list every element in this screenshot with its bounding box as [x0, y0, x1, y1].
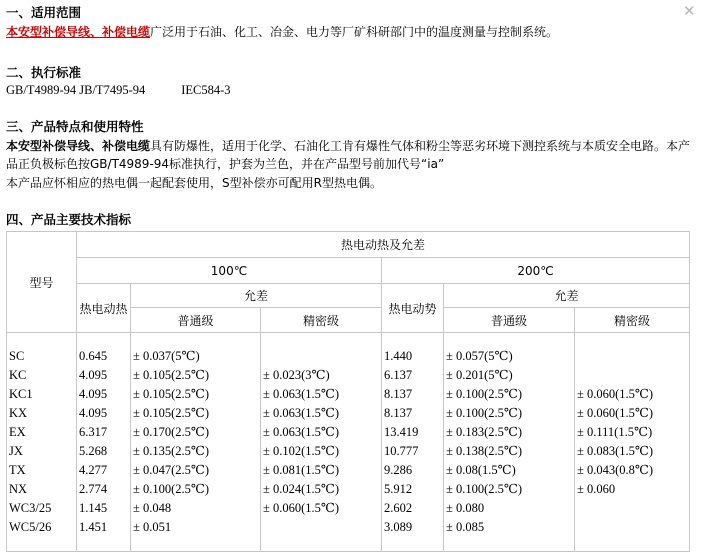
- table-cell: ± 0.135(2.5℃): [133, 444, 210, 458]
- section1-text: [6, 25, 558, 39]
- spec-table: [6, 231, 690, 552]
- table-cell: 2.602: [384, 501, 413, 515]
- table-cell: ± 0.060(1.5℃): [263, 501, 340, 515]
- table-cell: 8.137: [384, 406, 413, 420]
- header-100c: 100℃: [77, 258, 382, 284]
- table-cell: ± 0.105(2.5℃): [133, 368, 210, 382]
- emf-100-column: [77, 333, 131, 552]
- section2-heading: 二、执行标准: [6, 65, 82, 80]
- table-cell: ± 0.063(1.5℃): [263, 425, 340, 439]
- header-200c: 200℃: [382, 258, 690, 284]
- table-cell: ± 0.08(1.5℃): [446, 463, 516, 477]
- table-cell: ± 0.060: [577, 482, 616, 496]
- standard-iec: IEC584-3: [181, 83, 231, 97]
- header-model: 型号: [7, 232, 77, 333]
- table-cell: ± 0.105(2.5℃): [133, 406, 210, 420]
- table-cell: ± 0.138(2.5℃): [446, 444, 523, 458]
- table-cell: WC3/25: [9, 501, 52, 515]
- table-cell: 5.912: [384, 482, 413, 496]
- table-cell: 1.145: [79, 501, 108, 515]
- table-cell: KC: [9, 368, 27, 382]
- normal-100-column: [131, 333, 261, 552]
- header-tolerance-100: 允差: [131, 284, 382, 308]
- table-cell: 4.095: [79, 387, 108, 401]
- section1-heading: 一、适用范围: [6, 5, 82, 20]
- table-cell: EX: [9, 425, 26, 439]
- table-cell: WC5/26: [9, 520, 52, 534]
- table-cell: ± 0.037(5℃): [133, 349, 200, 363]
- section3-line2: 品正负极标色按GB/T4989-94标准执行，护套为兰色，并在产品型号前加代号“ia”: [6, 157, 445, 171]
- table-cell: ± 0.047(2.5℃): [133, 463, 210, 477]
- close-icon[interactable]: ✕: [683, 2, 696, 20]
- table-cell: 5.268: [79, 444, 108, 458]
- emf-200-column: [382, 333, 444, 552]
- table-cell: 8.137: [384, 387, 413, 401]
- header-precision-200: 精密级: [575, 308, 690, 333]
- table-cell: ± 0.100(2.5℃): [446, 406, 523, 420]
- table-cell: ± 0.060(1.5℃): [577, 406, 654, 420]
- header-emf-tolerance: 热电动热及允差: [77, 232, 690, 258]
- table-cell: KC1: [9, 387, 33, 401]
- section3-heading: 三、产品特点和使用特性: [6, 119, 144, 134]
- table-cell: ± 0.105(2.5℃): [133, 387, 210, 401]
- table-cell: 6.137: [384, 368, 413, 382]
- table-cell: ± 0.083(1.5℃): [577, 444, 654, 458]
- table-cell: ± 0.063(1.5℃): [263, 406, 340, 420]
- table-cell: NX: [9, 482, 28, 496]
- standards-line: [6, 83, 231, 97]
- table-cell: ± 0.051: [133, 520, 172, 534]
- header-emf-200: 热电动势: [382, 284, 444, 333]
- section3-line3: 本产品应怀相应的热电偶一起配套使用，S型补偿亦可配用R型热电偶。: [6, 176, 382, 190]
- header-normal-200: 普通级: [444, 308, 575, 333]
- table-cell: ± 0.023(3℃): [263, 368, 330, 382]
- precision-200-column: [575, 333, 690, 552]
- table-cell: ± 0.100(2.5℃): [446, 387, 523, 401]
- standard-gb-jb: GB/T4989-94 JB/T7495-94: [6, 83, 146, 97]
- table-cell: ± 0.081(1.5℃): [263, 463, 340, 477]
- table-cell: ± 0.060(1.5℃): [577, 387, 654, 401]
- table-cell: ± 0.102(1.5℃): [263, 444, 340, 458]
- section3-line1: 本安型补偿导线、补偿电缆具有防爆性，适用于化学、石油化工肯有爆性气体和粉尘等恶劣环境下测控系统与本质安全电路。本产: [6, 139, 691, 153]
- model-column: [7, 333, 77, 552]
- table-cell: ± 0.085: [446, 520, 485, 534]
- table-cell: ± 0.080: [446, 501, 485, 515]
- table-cell: 4.095: [79, 406, 108, 420]
- table-cell: 9.286: [384, 463, 413, 477]
- table-cell: 4.095: [79, 368, 108, 382]
- table-cell: ± 0.057(5℃): [446, 349, 513, 363]
- precision-100-column: [261, 333, 382, 552]
- table-cell: 1.451: [79, 520, 108, 534]
- product-link[interactable]: 本安型补偿导线、补偿电缆: [6, 25, 151, 39]
- table-cell: 3.089: [384, 520, 413, 534]
- table-cell: ± 0.111(1.5℃): [577, 425, 653, 439]
- table-cell: ± 0.170(2.5℃): [133, 425, 210, 439]
- table-cell: ± 0.024(1.5℃): [263, 482, 340, 496]
- table-cell: ± 0.063(1.5℃): [263, 387, 340, 401]
- table-cell: ± 0.183(2.5℃): [446, 425, 523, 439]
- section3-lead: 本安型补偿导线、补偿电缆: [6, 139, 151, 153]
- table-cell: 1.440: [384, 349, 413, 363]
- section4-heading: 四、产品主要技术指标: [6, 212, 132, 227]
- table-cell: JX: [9, 444, 23, 458]
- table-cell: 10.777: [384, 444, 419, 458]
- table-cell: 6.317: [79, 425, 108, 439]
- table-cell: ± 0.201(5℃): [446, 368, 513, 382]
- header-normal-100: 普通级: [131, 308, 261, 333]
- table-cell: TX: [9, 463, 26, 477]
- table-cell: ± 0.048: [133, 501, 172, 515]
- header-emf-100: 热电动热: [77, 284, 131, 333]
- normal-200-column: [444, 333, 575, 552]
- table-cell: KX: [9, 406, 28, 420]
- table-cell: 4.277: [79, 463, 108, 477]
- table-cell: ± 0.043(0.8℃): [577, 463, 654, 477]
- table-cell: ± 0.100(2.5℃): [446, 482, 523, 496]
- table-cell: 13.419: [384, 425, 419, 439]
- section1-body: 广泛用于石油、化工、冶金、电力等厂矿科研部门中的温度测量与控制系统。: [150, 25, 559, 39]
- header-precision-100: 精密级: [261, 308, 382, 333]
- header-tolerance-200: 允差: [444, 284, 690, 308]
- table-cell: 2.774: [79, 482, 108, 496]
- table-cell: ± 0.100(2.5℃): [133, 482, 210, 496]
- table-cell: SC: [9, 349, 25, 363]
- table-cell: 0.645: [79, 349, 108, 363]
